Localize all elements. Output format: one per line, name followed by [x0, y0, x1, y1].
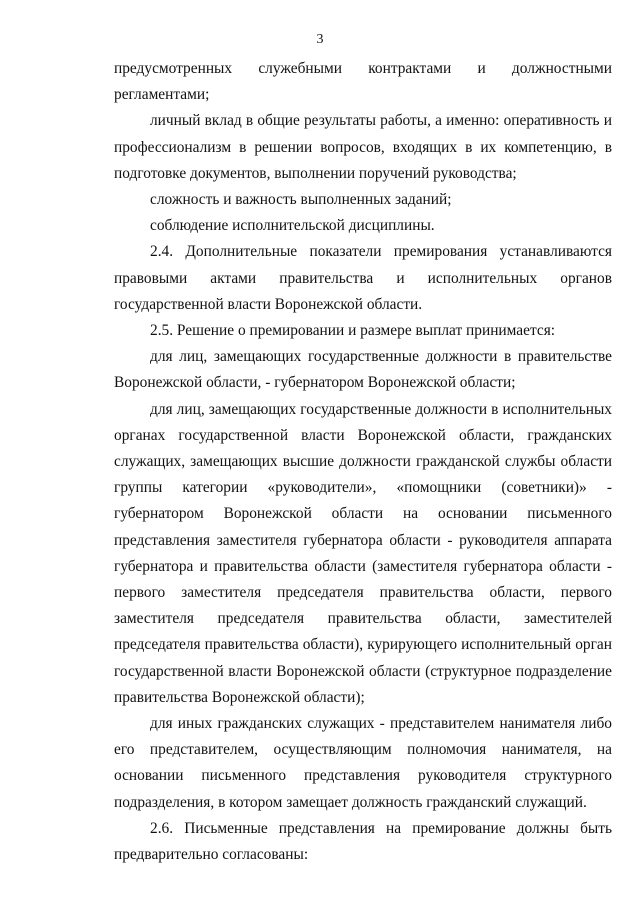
page-number: 3 [316, 32, 324, 47]
paragraph: предусмотренных служебными контрактами и должностными регламентами; [114, 60, 612, 104]
paragraph: 2.6. Письменные представления на премирование должны быть предварительно согласованы: [114, 819, 612, 864]
paragraph: личный вклад в общие результаты работы, а именно: оперативность и профессионализм в решении вопросов, входящих в их компетенцию, в подготовке документов, выполнении поручений руководства; [114, 112, 612, 182]
paragraph: сложность и важность выполненных заданий; [150, 191, 452, 209]
paragraph: соблюдение исполнительской дисциплины. [150, 217, 435, 235]
paragraph: 2.4. Дополнительные показатели премирования устанавливаются правовыми актами правительства и исполнительных органов государственной власти Воронежской области. [114, 243, 612, 313]
paragraph: для лиц, замещающих государственные должности в правительстве Воронежской области, - губернатором Воронежской области; [114, 348, 612, 392]
document-body [114, 56, 612, 868]
paragraph: для иных гражданских служащих - представителем нанимателя либо его представителем, осуществляющим полномочия нанимателя, на основании письменного представления руководителя структурного подразделения, в котором замещает должность гражданский служащий. [114, 715, 612, 811]
paragraph: 2.5. Решение о премировании и размере выплат принимается: [150, 322, 556, 340]
paragraph: для лиц, замещающих государственные должности в исполнительных органах государственной власти Воронежской области, гражданских служащих, замещающих высшие должности гражданской службы области группы категории «руководители», «помощники (советники)» - губернатором Воронежской области на основании письменного представления заместителя губернатора области - руководителя аппарата губернатора и правительства области (заместителя губернатора области - первого заместителя председателя правительства области, первого заместителя председателя правительства области, заместителей председателя правительства области), курирующего исполнительный орган государственной власти Воронежской области (структурное подразделение правительства Воронежской области); [114, 400, 612, 706]
